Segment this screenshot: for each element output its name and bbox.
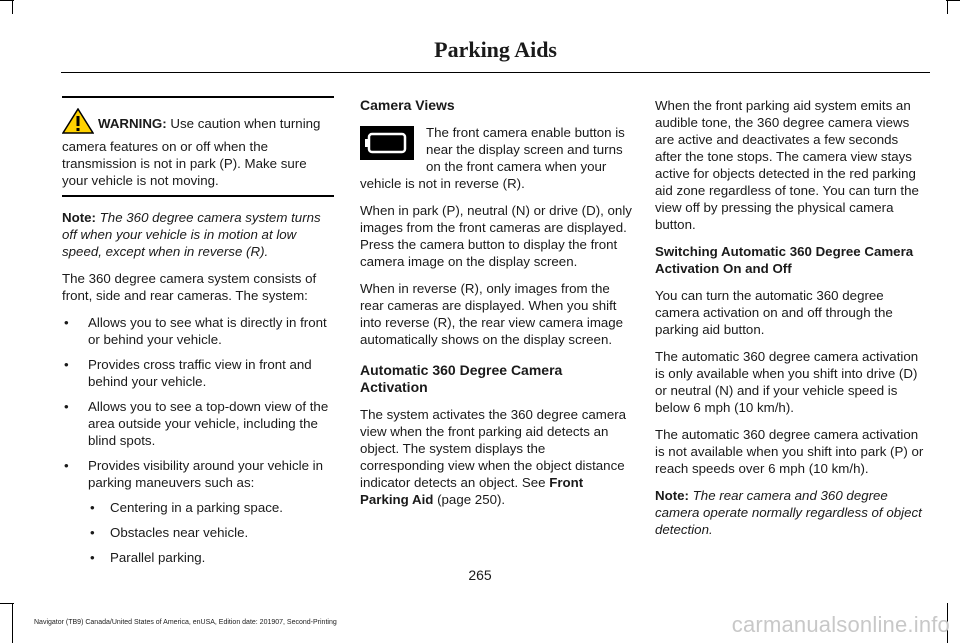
page-number: 265 xyxy=(468,567,492,583)
note-label: Note: xyxy=(62,210,96,225)
warning-box xyxy=(62,96,334,197)
paragraph: The system activates the 360 degree camera view when the front parking aid detects an object. The system displays the corresponding view when the object distance indicator detects an object. See Front Parking Aid (page 250). xyxy=(360,407,627,507)
camera-paragraph: The front camera enable button is near the display screen and turns on the front camera when your vehicle is not in reverse (R). xyxy=(360,125,625,191)
note-paragraph xyxy=(655,487,927,538)
list-item: • Provides visibility around your vehicle in parking maneuvers such as: • Centering in a parking space. • Obstacles near vehicle. • Parallel parking. xyxy=(62,457,334,566)
feature-list xyxy=(62,314,334,566)
crop-mark xyxy=(947,0,948,14)
paragraph: When in park (P), neutral (N) or drive (D), only images from the front cameras are displayed. Press the camera button to display the front camera image on the display screen. xyxy=(360,203,632,269)
list-item: • Allows you to see a top-down view of the area outside your vehicle, including the blind spots. xyxy=(64,399,329,448)
sub-list xyxy=(88,499,334,566)
camera-button-icon xyxy=(360,126,414,164)
subsection-heading: Switching Automatic 360 Degree Camera Activation On and Off xyxy=(655,244,914,276)
warning-label: WARNING: xyxy=(98,116,167,131)
middle-column xyxy=(360,97,632,518)
header-title: Parking Aids xyxy=(434,37,557,62)
paragraph: The automatic 360 degree camera activation is not available when you shift into park (P) or reach speeds over 6 mph (10 km/h). xyxy=(655,427,924,476)
left-column xyxy=(62,96,334,574)
list-item: • Allows you to see what is directly in front or behind your vehicle. xyxy=(64,315,327,347)
note-paragraph xyxy=(62,209,334,260)
crop-mark xyxy=(946,0,960,1)
right-column xyxy=(655,97,927,548)
intro-paragraph: The 360 degree camera system consists of front, side and rear cameras. The system: xyxy=(62,271,317,303)
note-text: The rear camera and 360 degree camera operate normally regardless of object detection. xyxy=(655,488,922,537)
paragraph: The automatic 360 degree camera activation is only available when you shift into drive (D) or neutral (N) and if your vehicle speed is below 6 mph (10 km/h). xyxy=(655,349,919,415)
crop-mark xyxy=(12,603,13,643)
warning-triangle-icon xyxy=(62,108,94,138)
sub-list-item: • Parallel parking. xyxy=(90,550,206,565)
paragraph: You can turn the automatic 360 degree camera activation on and off through the parking aid button. xyxy=(655,288,893,337)
section-heading: Automatic 360 Degree Camera Activation xyxy=(360,362,563,395)
sub-list-item: • Obstacles near vehicle. xyxy=(90,525,249,540)
watermark: carmanualsonline.info xyxy=(731,612,950,637)
warning-text: Use caution when turning camera features on or off when the transmission is not in park (P). Make sure your vehicle is not moving. xyxy=(62,116,321,188)
note-text: The 360 degree camera system turns off when your vehicle is in motion at low speed, except when in reverse (R). xyxy=(62,210,321,259)
paragraph: When the front parking aid system emits an audible tone, the 360 degree camera views are active and deactivates a few seconds after the tone stops. The camera view stays active for objects detected in the red parking aid zone regardless of tone. You can turn the view off by pressing the physical camera button. xyxy=(655,98,919,232)
sub-list-item: • Centering in a parking space. xyxy=(90,500,283,515)
crop-mark xyxy=(0,603,14,604)
note-label: Note: xyxy=(655,488,689,503)
paragraph: When in reverse (R), only images from the rear cameras are displayed. When you shift into reverse (R), the rear view camera image automatically shows on the display screen. xyxy=(360,281,624,347)
footer-text: Navigator (TB9) Canada/United States of America, enUSA, Edition date: 201907, Second-Printing xyxy=(34,619,337,626)
front-parking-aid-link[interactable]: Front Parking Aid xyxy=(360,475,584,507)
list-item: • Provides cross traffic view in front and behind your vehicle. xyxy=(64,357,312,389)
header-rule xyxy=(61,72,930,73)
section-heading: Camera Views xyxy=(360,97,455,113)
crop-mark xyxy=(12,0,13,14)
